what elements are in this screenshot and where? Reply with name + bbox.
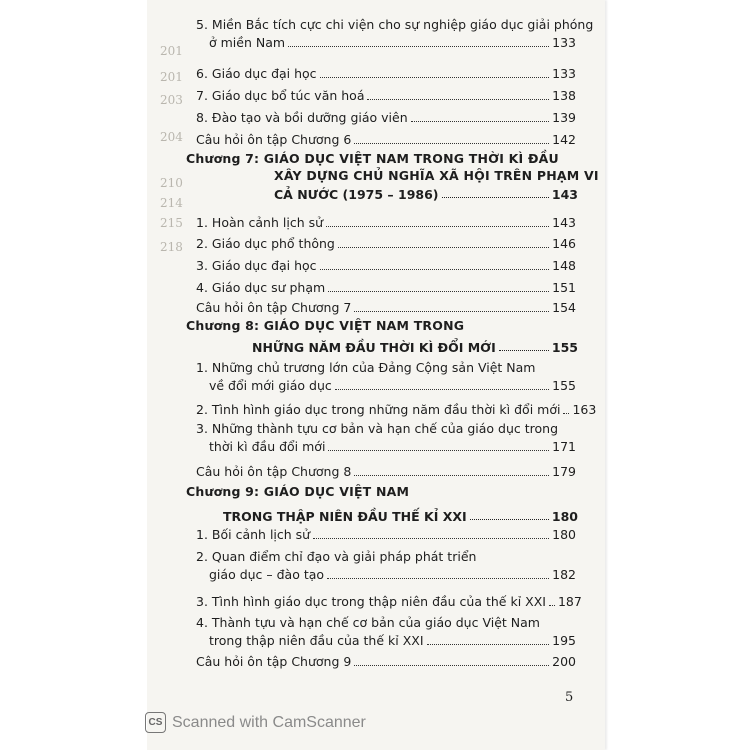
toc-entry: 7. Giáo dục bổ túc văn hoá 138 bbox=[196, 88, 576, 103]
watermark-text: Scanned with CamScanner bbox=[172, 713, 366, 731]
toc-entry: 3. Giáo dục đại học 148 bbox=[196, 258, 576, 273]
toc-entry: 8. Đào tạo và bồi dưỡng giáo viên 139 bbox=[196, 110, 576, 125]
toc-entry: 4. Thành tựu và hạn chế cơ bản của giáo dục Việt Nam trong thập niên đầu của thế kỉ XXI 195 bbox=[196, 615, 576, 648]
bleed-through-number: 201 bbox=[160, 70, 183, 84]
bleed-through-number: 218 bbox=[160, 240, 183, 254]
bleed-through-number: 214 bbox=[160, 196, 183, 210]
bleed-through-number: 215 bbox=[160, 216, 183, 230]
toc-entry: 2. Tình hình giáo dục trong những năm đầu thời kì đổi mới 163 bbox=[196, 402, 597, 417]
toc-quiz-entry: Câu hỏi ôn tập Chương 8 179 bbox=[196, 464, 576, 479]
chapter-7-heading: Chương 7: GIÁO DỤC VIỆT NAM TRONG THỜI KÌ ĐẦU XÂY DỰNG CHỦ NGHĨA XÃ HỘI TRÊN PHẠM VI CẢ NƯỚC (1975 – 1986) 143 bbox=[186, 151, 599, 202]
toc-entry: 2. Quan điểm chỉ đạo và giải pháp phát triển giáo dục – đào tạo 182 bbox=[196, 549, 576, 582]
bleed-through-number: 201 bbox=[160, 44, 183, 58]
page-number: 5 bbox=[565, 690, 574, 705]
toc-entry: 1. Những chủ trương lớn của Đảng Cộng sản Việt Nam về đổi mới giáo dục 155 bbox=[196, 360, 576, 393]
camscanner-watermark bbox=[145, 712, 366, 733]
toc-entry: 2. Giáo dục phổ thông 146 bbox=[196, 236, 576, 251]
toc-entry: 5. Miền Bắc tích cực chi viện cho sự nghiệp giáo dục giải phóng ở miền Nam 133 bbox=[196, 17, 594, 50]
toc-entry: 1. Hoàn cảnh lịch sử 143 bbox=[196, 215, 576, 230]
camscanner-logo-icon: CS bbox=[145, 712, 166, 733]
toc-quiz-entry: Câu hỏi ôn tập Chương 6 142 bbox=[196, 132, 576, 147]
chapter-9-heading: Chương 9: GIÁO DỤC VIỆT NAM TRONG THẬP NIÊN ĐẦU THẾ KỈ XXI 180 bbox=[186, 484, 578, 524]
bleed-through-number: 203 bbox=[160, 93, 183, 107]
toc-entry: 3. Những thành tựu cơ bản và hạn chế của giáo dục trong thời kì đầu đổi mới 171 bbox=[196, 421, 576, 454]
toc-quiz-entry: Câu hỏi ôn tập Chương 9 200 bbox=[196, 654, 576, 669]
chapter-8-heading: Chương 8: GIÁO DỤC VIỆT NAM TRONG NHỮNG NĂM ĐẦU THỜI KÌ ĐỔI MỚI 155 bbox=[186, 318, 578, 355]
toc-quiz-entry: Câu hỏi ôn tập Chương 7 154 bbox=[196, 300, 576, 315]
toc-entry: 1. Bối cảnh lịch sử 180 bbox=[196, 527, 576, 542]
bleed-through-number: 204 bbox=[160, 130, 183, 144]
bleed-through-number: 210 bbox=[160, 176, 183, 190]
toc-entry: 4. Giáo dục sư phạm 151 bbox=[196, 280, 576, 295]
toc-entry: 6. Giáo dục đại học 133 bbox=[196, 66, 576, 81]
toc-entry: 3. Tình hình giáo dục trong thập niên đầu của thế kỉ XXI 187 bbox=[196, 594, 582, 609]
